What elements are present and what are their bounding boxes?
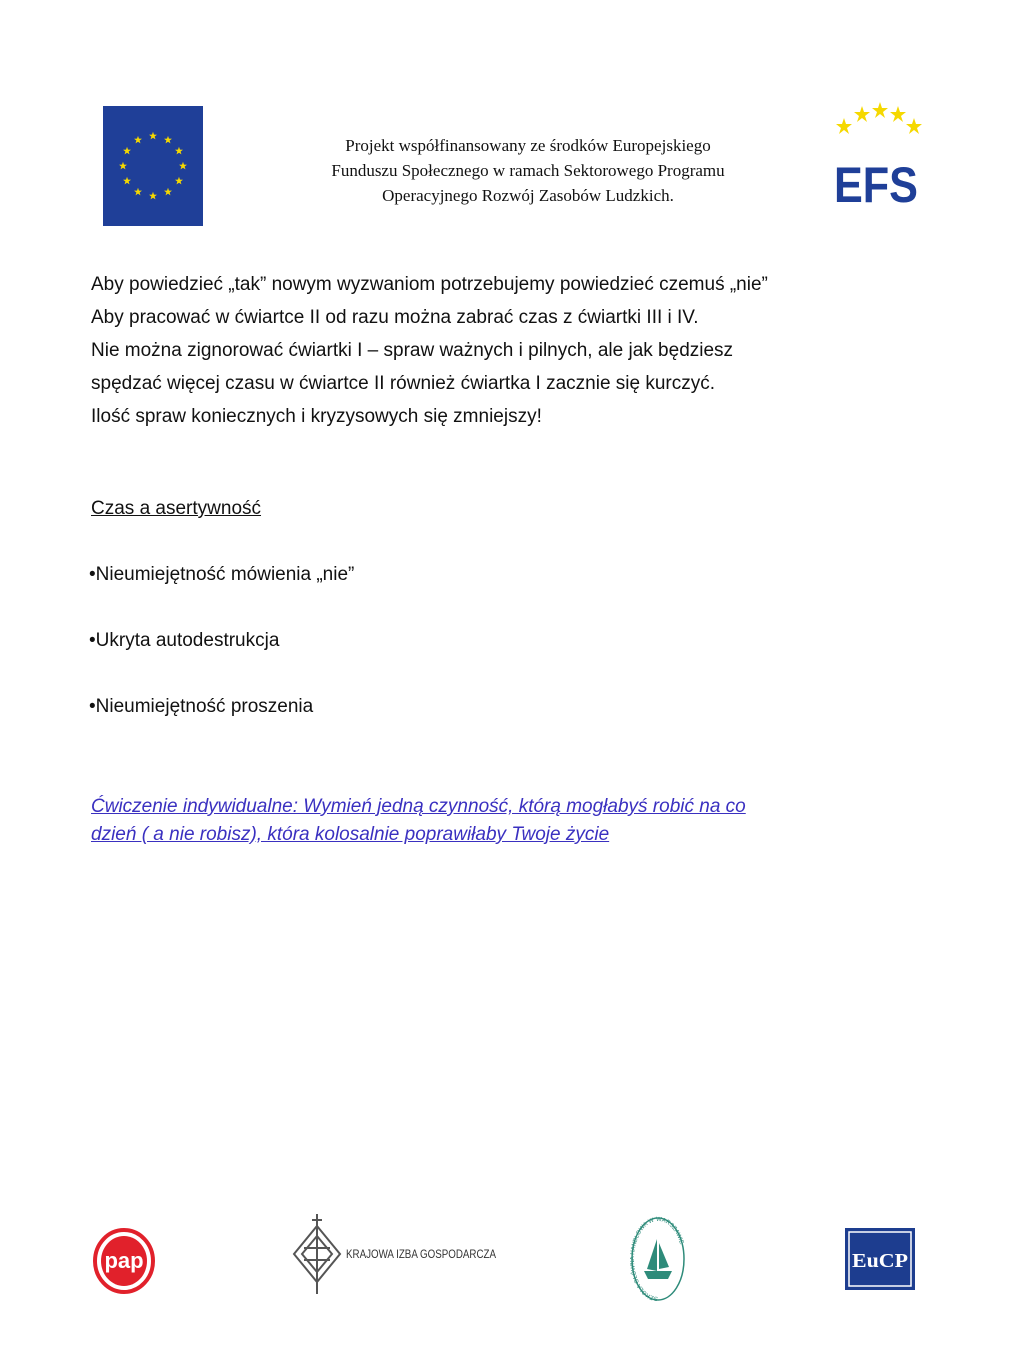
- header-line: Projekt współfinansowany ze środków Europejskiego: [345, 136, 711, 155]
- efs-logo: [828, 100, 924, 213]
- project-funding-header: [258, 133, 798, 208]
- pap-logo: [93, 1228, 155, 1294]
- pap-logo-text: pap: [104, 1248, 144, 1273]
- bullet-item: •Ukryta autodestrukcja: [89, 630, 280, 651]
- intro-line: Aby powiedzieć „tak” nowym wyzwaniom potrzebujemy powiedzieć czemuś „nie”: [91, 274, 768, 295]
- sgh-logo: [630, 1213, 686, 1305]
- header-line: Operacyjnego Rozwój Zasobów Ludzkich.: [382, 186, 674, 205]
- exercise-link[interactable]: [91, 793, 911, 849]
- eucp-logo: [845, 1228, 915, 1290]
- efs-logo-text: EFS: [834, 157, 918, 213]
- header-line: Funduszu Społecznego w ramach Sektorowego Programu: [331, 161, 725, 180]
- eucp-logo-text: EuCP: [852, 1250, 908, 1272]
- section-title: Czas a asertywność: [91, 498, 262, 519]
- kig-logo: [288, 1212, 508, 1296]
- exercise-line[interactable]: dzień ( a nie robisz), która kolosalnie poprawiłaby Twoje życie: [91, 824, 610, 845]
- efs-stars-icon: [836, 102, 922, 134]
- intro-line: spędzać więcej czasu w ćwiartce II również ćwiartka I zacznie się kurczyć.: [91, 373, 716, 394]
- intro-line: Ilość spraw koniecznych i kryzysowych się zmniejszy!: [91, 406, 542, 427]
- ship-icon: [644, 1239, 672, 1279]
- kig-logo-text: KRAJOWA IZBA GOSPODARCZA: [346, 1247, 496, 1261]
- bullet-item: •Nieumiejętność mówienia „nie”: [89, 564, 355, 585]
- intro-paragraph: [91, 268, 951, 433]
- sgh-ring-text: SZKOŁA GŁÓWNA HANDLOWA W WARSZAWIE: [630, 1216, 685, 1302]
- intro-line: Nie można zignorować ćwiartki I – spraw ważnych i pilnych, ale jak będziesz: [91, 340, 734, 361]
- exercise-line[interactable]: Ćwiczenie indywidualne: Wymień jedną czynność, którą mogłabyś robić na co: [91, 796, 746, 817]
- intro-line: Aby pracować w ćwiartce II od razu można zabrać czas z ćwiartki III i IV.: [91, 307, 699, 328]
- bullet-item: •Nieumiejętność proszenia: [89, 696, 314, 717]
- eu-flag-icon: [103, 106, 203, 226]
- kig-emblem-icon: [294, 1214, 340, 1294]
